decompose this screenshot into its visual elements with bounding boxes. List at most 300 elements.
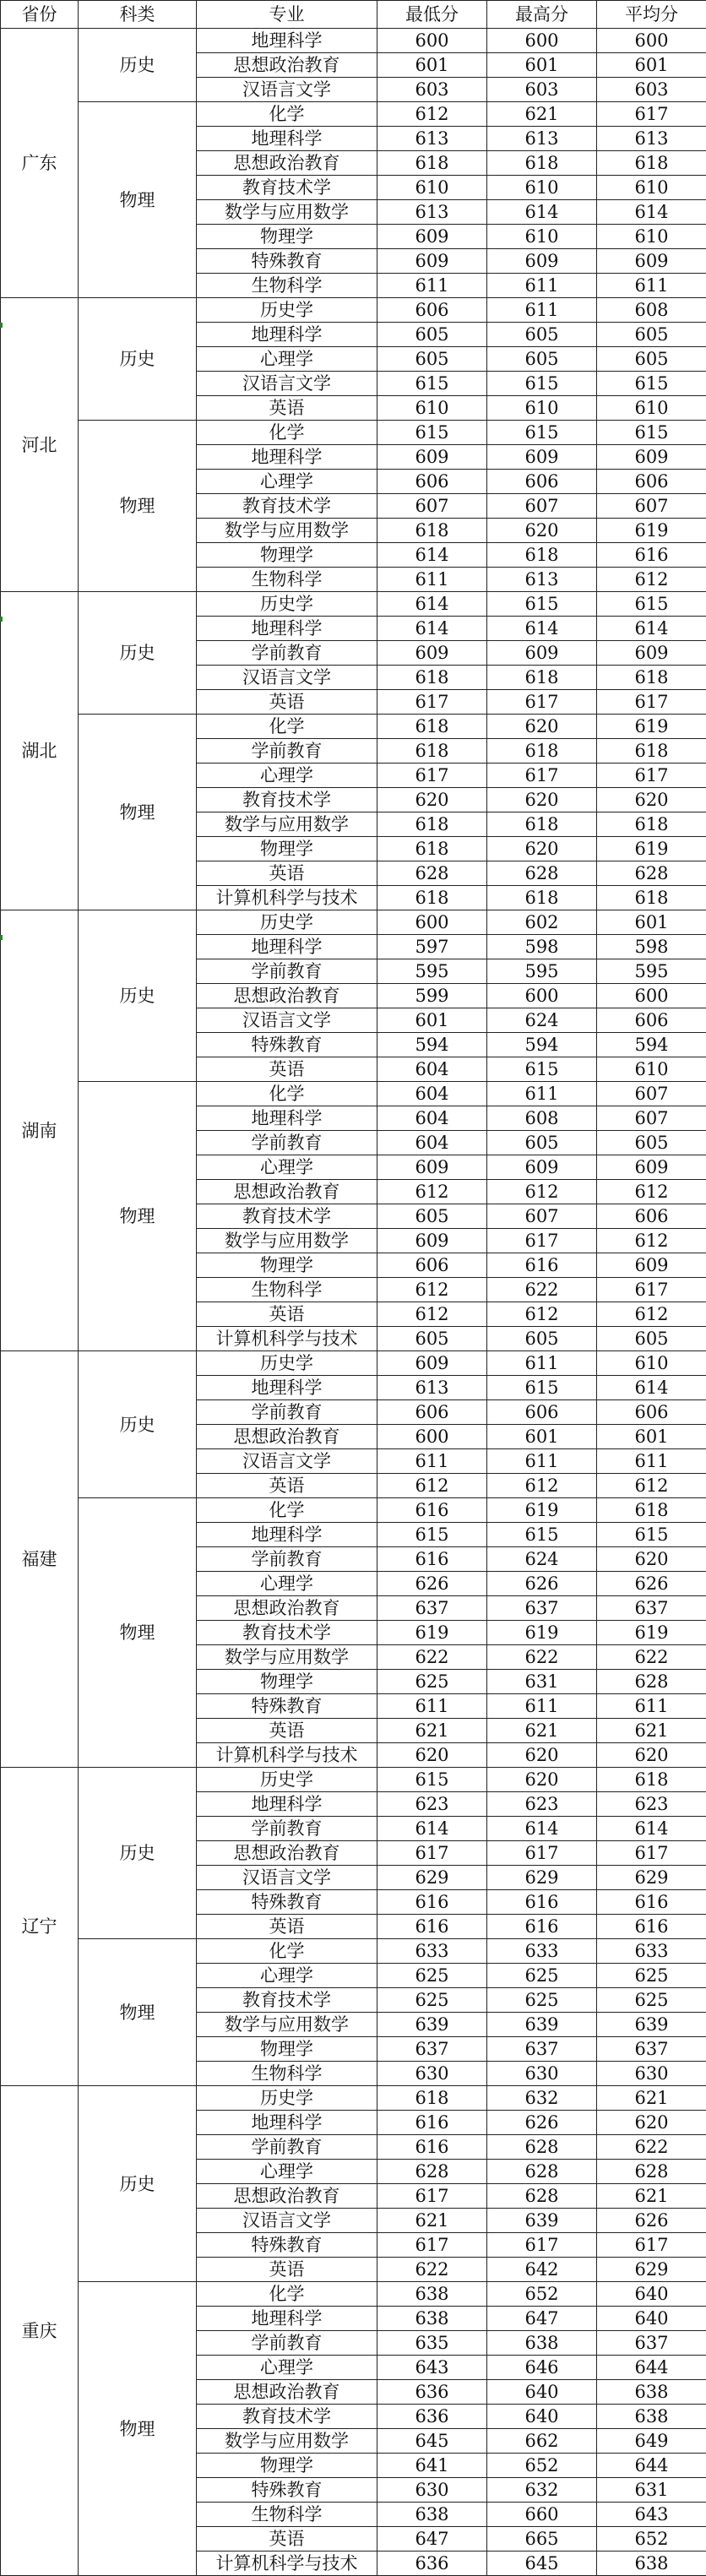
major-cell: 地理科学	[197, 1792, 377, 1817]
avg-score-cell: 605	[597, 1327, 706, 1351]
max-score-cell: 611	[487, 1351, 597, 1376]
avg-score-cell: 640	[597, 2282, 706, 2307]
min-score-cell: 641	[377, 2454, 487, 2478]
avg-score-cell: 618	[597, 1768, 706, 1792]
max-score-cell: 628	[487, 861, 597, 886]
min-score-cell: 630	[377, 2062, 487, 2086]
min-score-cell: 612	[377, 1302, 487, 1327]
max-score-cell: 665	[487, 2527, 597, 2552]
max-score-cell: 601	[487, 53, 597, 78]
avg-score-cell: 620	[597, 2111, 706, 2135]
table-row	[1, 1082, 706, 1106]
max-score-cell: 611	[487, 1694, 597, 1719]
major-cell: 计算机科学与技术	[197, 886, 377, 910]
min-score-cell: 614	[377, 1817, 487, 1841]
max-score-cell: 642	[487, 2258, 597, 2282]
max-score-cell: 624	[487, 1547, 597, 1572]
min-score-cell: 616	[377, 1915, 487, 1939]
avg-score-cell: 609	[597, 641, 706, 666]
max-score-cell: 610	[487, 176, 597, 200]
category-cell: 历史	[79, 298, 197, 421]
table-row	[1, 421, 706, 445]
province-cell: 湖北	[1, 592, 79, 910]
min-score-cell: 622	[377, 1645, 487, 1670]
avg-score-cell: 652	[597, 2527, 706, 2552]
avg-score-cell: 625	[597, 1988, 706, 2013]
major-cell: 地理科学	[197, 445, 377, 470]
max-score-cell: 639	[487, 2209, 597, 2233]
avg-score-cell: 605	[597, 347, 706, 372]
max-score-cell: 620	[487, 1768, 597, 1792]
min-score-cell: 643	[377, 2356, 487, 2380]
avg-score-cell: 606	[597, 1204, 706, 1229]
major-cell: 心理学	[197, 1964, 377, 1988]
min-score-cell: 615	[377, 421, 487, 445]
avg-score-cell: 619	[597, 715, 706, 739]
table-row	[1, 592, 706, 617]
avg-score-cell: 611	[597, 274, 706, 298]
max-score-cell: 662	[487, 2429, 597, 2454]
category-cell: 物理	[79, 1939, 197, 2086]
max-score-cell: 631	[487, 1670, 597, 1694]
max-score-cell: 614	[487, 200, 597, 225]
max-score-cell: 594	[487, 1033, 597, 1057]
min-score-cell: 629	[377, 1866, 487, 1890]
major-cell: 数学与应用数学	[197, 519, 377, 543]
avg-score-cell: 638	[597, 2552, 706, 2576]
major-cell: 教育技术学	[197, 788, 377, 812]
province-cell: 重庆	[1, 2086, 79, 2576]
max-score-cell: 605	[487, 1327, 597, 1351]
avg-score-cell: 618	[597, 1498, 706, 1523]
max-score-cell: 613	[487, 568, 597, 592]
max-score-cell: 637	[487, 2037, 597, 2062]
header-avg-score: 平均分	[597, 1, 706, 29]
min-score-cell: 618	[377, 812, 487, 837]
min-score-cell: 612	[377, 102, 487, 127]
category-cell: 历史	[79, 1351, 197, 1498]
major-cell: 生物科学	[197, 568, 377, 592]
category-cell: 历史	[79, 592, 197, 715]
major-cell: 学前教育	[197, 1400, 377, 1425]
min-score-cell: 610	[377, 396, 487, 421]
table-row	[1, 910, 706, 935]
avg-score-cell: 643	[597, 2503, 706, 2527]
major-cell: 英语	[197, 690, 377, 715]
major-cell: 学前教育	[197, 2135, 377, 2160]
avg-score-cell: 626	[597, 1572, 706, 1596]
avg-score-cell: 618	[597, 739, 706, 764]
major-cell: 物理学	[197, 1253, 377, 1278]
max-score-cell: 605	[487, 1131, 597, 1155]
major-cell: 思想政治教育	[197, 151, 377, 176]
avg-score-cell: 607	[597, 1082, 706, 1106]
major-cell: 教育技术学	[197, 1988, 377, 2013]
major-cell: 地理科学	[197, 1523, 377, 1547]
max-score-cell: 620	[487, 788, 597, 812]
avg-score-cell: 610	[597, 396, 706, 421]
min-score-cell: 637	[377, 1596, 487, 1621]
avg-score-cell: 637	[597, 2037, 706, 2062]
major-cell: 计算机科学与技术	[197, 1743, 377, 1768]
max-score-cell: 606	[487, 1400, 597, 1425]
avg-score-cell: 606	[597, 1400, 706, 1425]
major-cell: 数学与应用数学	[197, 1229, 377, 1253]
avg-score-cell: 626	[597, 2209, 706, 2233]
min-score-cell: 609	[377, 1351, 487, 1376]
major-cell: 地理科学	[197, 1376, 377, 1400]
header-category: 科类	[79, 1, 197, 29]
min-score-cell: 618	[377, 519, 487, 543]
max-score-cell: 608	[487, 1106, 597, 1131]
avg-score-cell: 639	[597, 2013, 706, 2037]
major-cell: 心理学	[197, 347, 377, 372]
min-score-cell: 617	[377, 2233, 487, 2258]
min-score-cell: 621	[377, 1719, 487, 1743]
min-score-cell: 616	[377, 2135, 487, 2160]
avg-score-cell: 609	[597, 1253, 706, 1278]
table-row	[1, 2086, 706, 2111]
min-score-cell: 604	[377, 1131, 487, 1155]
major-cell: 英语	[197, 1474, 377, 1498]
min-score-cell: 594	[377, 1033, 487, 1057]
avg-score-cell: 615	[597, 421, 706, 445]
avg-score-cell: 637	[597, 2331, 706, 2356]
min-score-cell: 612	[377, 1180, 487, 1204]
avg-score-cell: 617	[597, 764, 706, 788]
avg-score-cell: 619	[597, 1621, 706, 1645]
avg-score-cell: 612	[597, 1474, 706, 1498]
category-cell: 物理	[79, 715, 197, 910]
table-body	[1, 29, 706, 2576]
major-cell: 汉语言文学	[197, 1449, 377, 1474]
table-row	[1, 102, 706, 127]
major-cell: 心理学	[197, 1155, 377, 1180]
avg-score-cell: 607	[597, 1106, 706, 1131]
avg-score-cell: 611	[597, 1449, 706, 1474]
avg-score-cell: 612	[597, 1302, 706, 1327]
major-cell: 汉语言文学	[197, 1866, 377, 1890]
major-cell: 心理学	[197, 2356, 377, 2380]
min-score-cell: 633	[377, 1939, 487, 1964]
avg-score-cell: 628	[597, 1670, 706, 1694]
major-cell: 英语	[197, 396, 377, 421]
avg-score-cell: 621	[597, 1719, 706, 1743]
min-score-cell: 606	[377, 470, 487, 494]
major-cell: 地理科学	[197, 127, 377, 151]
max-score-cell: 607	[487, 1204, 597, 1229]
max-score-cell: 606	[487, 470, 597, 494]
max-score-cell: 620	[487, 1743, 597, 1768]
major-cell: 教育技术学	[197, 1621, 377, 1645]
min-score-cell: 612	[377, 1278, 487, 1302]
min-score-cell: 613	[377, 200, 487, 225]
max-score-cell: 595	[487, 959, 597, 984]
cell-edge-marker	[0, 617, 3, 622]
major-cell: 思想政治教育	[197, 2184, 377, 2209]
min-score-cell: 638	[377, 2307, 487, 2331]
min-score-cell: 611	[377, 568, 487, 592]
avg-score-cell: 617	[597, 1841, 706, 1866]
max-score-cell: 646	[487, 2356, 597, 2380]
max-score-cell: 645	[487, 2552, 597, 2576]
avg-score-cell: 638	[597, 2380, 706, 2405]
province-cell: 广东	[1, 29, 79, 298]
min-score-cell: 604	[377, 1106, 487, 1131]
major-cell: 地理科学	[197, 2307, 377, 2331]
avg-score-cell: 625	[597, 1964, 706, 1988]
max-score-cell: 611	[487, 274, 597, 298]
min-score-cell: 619	[377, 1621, 487, 1645]
major-cell: 教育技术学	[197, 1204, 377, 1229]
major-cell: 地理科学	[197, 29, 377, 53]
min-score-cell: 625	[377, 1670, 487, 1694]
avg-score-cell: 610	[597, 1351, 706, 1376]
max-score-cell: 630	[487, 2062, 597, 2086]
header-major: 专业	[197, 1, 377, 29]
major-cell: 英语	[197, 1302, 377, 1327]
avg-score-cell: 616	[597, 1890, 706, 1915]
min-score-cell: 636	[377, 2552, 487, 2576]
min-score-cell: 615	[377, 372, 487, 396]
max-score-cell: 637	[487, 1596, 597, 1621]
min-score-cell: 605	[377, 1204, 487, 1229]
max-score-cell: 612	[487, 1474, 597, 1498]
avg-score-cell: 612	[597, 1180, 706, 1204]
avg-score-cell: 614	[597, 1376, 706, 1400]
major-cell: 心理学	[197, 1572, 377, 1596]
min-score-cell: 613	[377, 1376, 487, 1400]
max-score-cell: 628	[487, 2160, 597, 2184]
max-score-cell: 640	[487, 2380, 597, 2405]
min-score-cell: 623	[377, 1792, 487, 1817]
avg-score-cell: 617	[597, 1278, 706, 1302]
max-score-cell: 609	[487, 445, 597, 470]
min-score-cell: 625	[377, 1988, 487, 2013]
major-cell: 地理科学	[197, 935, 377, 959]
province-cell: 湖南	[1, 910, 79, 1351]
min-score-cell: 609	[377, 249, 487, 274]
max-score-cell: 611	[487, 298, 597, 323]
major-cell: 思想政治教育	[197, 53, 377, 78]
max-score-cell: 621	[487, 1719, 597, 1743]
max-score-cell: 618	[487, 543, 597, 568]
avg-score-cell: 649	[597, 2429, 706, 2454]
major-cell: 汉语言文学	[197, 372, 377, 396]
max-score-cell: 623	[487, 1792, 597, 1817]
major-cell: 汉语言文学	[197, 78, 377, 102]
major-cell: 化学	[197, 1939, 377, 1964]
avg-score-cell: 644	[597, 2356, 706, 2380]
min-score-cell: 618	[377, 715, 487, 739]
max-score-cell: 647	[487, 2307, 597, 2331]
max-score-cell: 618	[487, 886, 597, 910]
major-cell: 思想政治教育	[197, 1425, 377, 1449]
major-cell: 特殊教育	[197, 1694, 377, 1719]
major-cell: 化学	[197, 2282, 377, 2307]
major-cell: 物理学	[197, 2454, 377, 2478]
min-score-cell: 605	[377, 1327, 487, 1351]
table-row	[1, 2282, 706, 2307]
major-cell: 特殊教育	[197, 249, 377, 274]
min-score-cell: 604	[377, 1057, 487, 1082]
avg-score-cell: 598	[597, 935, 706, 959]
major-cell: 思想政治教育	[197, 1596, 377, 1621]
max-score-cell: 615	[487, 372, 597, 396]
avg-score-cell: 622	[597, 1645, 706, 1670]
table-row	[1, 1768, 706, 1792]
major-cell: 数学与应用数学	[197, 812, 377, 837]
cell-edge-marker	[0, 323, 3, 328]
category-cell: 物理	[79, 102, 197, 298]
avg-score-cell: 644	[597, 2454, 706, 2478]
max-score-cell: 660	[487, 2503, 597, 2527]
major-cell: 特殊教育	[197, 1890, 377, 1915]
avg-score-cell: 601	[597, 1425, 706, 1449]
max-score-cell: 609	[487, 249, 597, 274]
min-score-cell: 597	[377, 935, 487, 959]
max-score-cell: 620	[487, 519, 597, 543]
major-cell: 英语	[197, 1057, 377, 1082]
major-cell: 教育技术学	[197, 176, 377, 200]
avg-score-cell: 614	[597, 617, 706, 641]
max-score-cell: 598	[487, 935, 597, 959]
max-score-cell: 607	[487, 494, 597, 519]
min-score-cell: 618	[377, 2086, 487, 2111]
major-cell: 生物科学	[197, 274, 377, 298]
avg-score-cell: 617	[597, 102, 706, 127]
major-cell: 地理科学	[197, 2111, 377, 2135]
max-score-cell: 609	[487, 641, 597, 666]
max-score-cell: 629	[487, 1866, 597, 1890]
avg-score-cell: 617	[597, 690, 706, 715]
major-cell: 学前教育	[197, 959, 377, 984]
avg-score-cell: 611	[597, 1694, 706, 1719]
max-score-cell: 632	[487, 2086, 597, 2111]
major-cell: 教育技术学	[197, 494, 377, 519]
min-score-cell: 609	[377, 641, 487, 666]
min-score-cell: 628	[377, 861, 487, 886]
max-score-cell: 600	[487, 984, 597, 1008]
min-score-cell: 611	[377, 1449, 487, 1474]
major-cell: 学前教育	[197, 1817, 377, 1841]
max-score-cell: 619	[487, 1498, 597, 1523]
avg-score-cell: 621	[597, 2184, 706, 2209]
min-score-cell: 600	[377, 29, 487, 53]
max-score-cell: 614	[487, 1817, 597, 1841]
category-cell: 历史	[79, 29, 197, 102]
max-score-cell: 617	[487, 2233, 597, 2258]
min-score-cell: 606	[377, 1400, 487, 1425]
avg-score-cell: 615	[597, 372, 706, 396]
max-score-cell: 626	[487, 1572, 597, 1596]
major-cell: 物理学	[197, 225, 377, 249]
header-province: 省份	[1, 1, 79, 29]
major-cell: 心理学	[197, 2160, 377, 2184]
max-score-cell: 615	[487, 592, 597, 617]
max-score-cell: 625	[487, 1988, 597, 2013]
avg-score-cell: 633	[597, 1939, 706, 1964]
max-score-cell: 622	[487, 1645, 597, 1670]
max-score-cell: 602	[487, 910, 597, 935]
major-cell: 特殊教育	[197, 2233, 377, 2258]
max-score-cell: 615	[487, 1523, 597, 1547]
province-cell: 河北	[1, 298, 79, 592]
max-score-cell: 600	[487, 29, 597, 53]
min-score-cell: 639	[377, 2013, 487, 2037]
min-score-cell: 607	[377, 494, 487, 519]
max-score-cell: 652	[487, 2282, 597, 2307]
max-score-cell: 605	[487, 323, 597, 347]
major-cell: 物理学	[197, 2037, 377, 2062]
major-cell: 生物科学	[197, 1278, 377, 1302]
min-score-cell: 618	[377, 666, 487, 690]
max-score-cell: 628	[487, 2135, 597, 2160]
major-cell: 英语	[197, 2527, 377, 2552]
avg-score-cell: 614	[597, 200, 706, 225]
avg-score-cell: 601	[597, 910, 706, 935]
min-score-cell: 636	[377, 2405, 487, 2429]
min-score-cell: 616	[377, 2111, 487, 2135]
province-cell: 辽宁	[1, 1768, 79, 2086]
min-score-cell: 621	[377, 2209, 487, 2233]
min-score-cell: 614	[377, 617, 487, 641]
major-cell: 物理学	[197, 543, 377, 568]
max-score-cell: 617	[487, 1229, 597, 1253]
avg-score-cell: 605	[597, 1131, 706, 1155]
max-score-cell: 614	[487, 617, 597, 641]
major-cell: 英语	[197, 2258, 377, 2282]
avg-score-cell: 595	[597, 959, 706, 984]
major-cell: 数学与应用数学	[197, 2429, 377, 2454]
major-cell: 数学与应用数学	[197, 200, 377, 225]
max-score-cell: 628	[487, 2184, 597, 2209]
max-score-cell: 617	[487, 764, 597, 788]
avg-score-cell: 620	[597, 1743, 706, 1768]
major-cell: 教育技术学	[197, 2405, 377, 2429]
category-cell: 历史	[79, 2086, 197, 2282]
avg-score-cell: 630	[597, 2062, 706, 2086]
table-row	[1, 1351, 706, 1376]
max-score-cell: 615	[487, 1376, 597, 1400]
major-cell: 地理科学	[197, 1106, 377, 1131]
min-score-cell: 610	[377, 176, 487, 200]
min-score-cell: 604	[377, 1082, 487, 1106]
min-score-cell: 613	[377, 127, 487, 151]
max-score-cell: 624	[487, 1008, 597, 1033]
max-score-cell: 617	[487, 1841, 597, 1866]
major-cell: 英语	[197, 1915, 377, 1939]
max-score-cell: 601	[487, 1425, 597, 1449]
avg-score-cell: 618	[597, 886, 706, 910]
min-score-cell: 615	[377, 1768, 487, 1792]
table-row	[1, 715, 706, 739]
min-score-cell: 622	[377, 2258, 487, 2282]
min-score-cell: 609	[377, 225, 487, 249]
avg-score-cell: 612	[597, 1229, 706, 1253]
min-score-cell: 635	[377, 2331, 487, 2356]
avg-score-cell: 608	[597, 298, 706, 323]
max-score-cell: 618	[487, 739, 597, 764]
avg-score-cell: 603	[597, 78, 706, 102]
avg-score-cell: 600	[597, 984, 706, 1008]
min-score-cell: 638	[377, 2282, 487, 2307]
min-score-cell: 636	[377, 2380, 487, 2405]
min-score-cell: 601	[377, 53, 487, 78]
max-score-cell: 605	[487, 347, 597, 372]
major-cell: 思想政治教育	[197, 984, 377, 1008]
max-score-cell: 639	[487, 2013, 597, 2037]
